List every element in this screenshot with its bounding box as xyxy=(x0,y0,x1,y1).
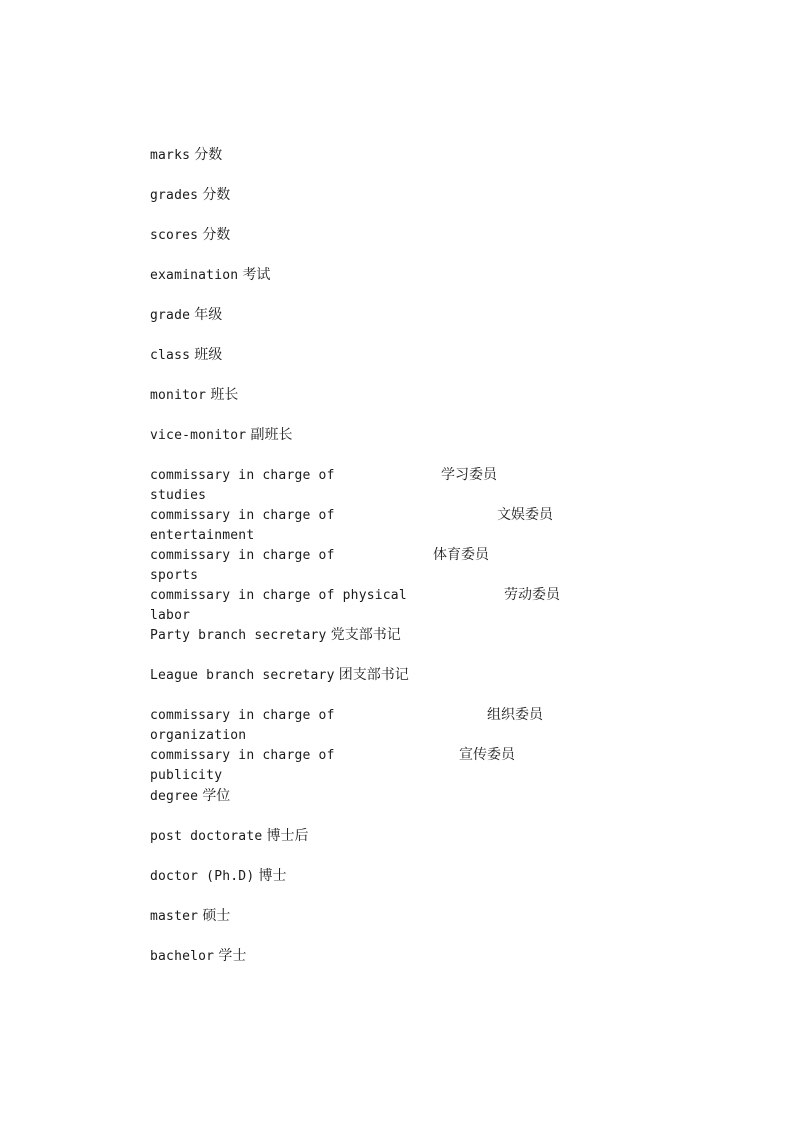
entry-post-doctorate xyxy=(150,826,309,847)
term-zh: 博士 xyxy=(258,868,287,884)
term-zh: 学习委员 xyxy=(441,467,497,483)
term-en: marks xyxy=(150,148,191,163)
term-en-line2: studies xyxy=(150,488,207,503)
term-en: master xyxy=(150,909,199,924)
term-en: examination xyxy=(150,268,239,283)
term-en: doctor (Ph.D) xyxy=(150,869,255,884)
term-en: degree xyxy=(150,789,199,804)
term-zh: 宣传委员 xyxy=(459,747,515,763)
term-en-line1: commissary in charge of xyxy=(150,468,335,483)
term-en: League branch secretary xyxy=(150,668,335,683)
entry-degree xyxy=(150,786,230,807)
term-en-line2: publicity xyxy=(150,768,223,783)
entry-master xyxy=(150,906,230,927)
entry-grade xyxy=(150,305,222,326)
term-en: grade xyxy=(150,308,191,323)
term-en-line1: commissary in charge of xyxy=(150,748,335,763)
term-en: monitor xyxy=(150,388,207,403)
term-zh: 分数 xyxy=(194,147,223,163)
entry-party-secretary xyxy=(150,625,401,646)
term-en: class xyxy=(150,348,191,363)
term-en: scores xyxy=(150,228,199,243)
term-zh: 硕士 xyxy=(202,908,231,924)
entry-doctor xyxy=(150,866,287,887)
term-zh: 团支部书记 xyxy=(338,667,409,683)
term-zh: 组织委员 xyxy=(487,707,543,723)
term-en-line1: commissary in charge of xyxy=(150,708,335,723)
term-zh: 学士 xyxy=(218,948,247,964)
term-zh: 体育委员 xyxy=(433,547,489,563)
term-zh: 班长 xyxy=(210,387,239,403)
term-zh: 考试 xyxy=(242,267,271,283)
term-en-line2: sports xyxy=(150,568,199,583)
term-en-line2: organization xyxy=(150,728,247,743)
entry-league-secretary xyxy=(150,665,409,686)
term-zh: 博士后 xyxy=(266,828,309,844)
term-zh: 班级 xyxy=(194,347,223,363)
term-zh: 分数 xyxy=(202,187,231,203)
entry-examination xyxy=(150,265,270,286)
term-en-line1: commissary in charge of physical xyxy=(150,588,407,603)
term-en: bachelor xyxy=(150,949,215,964)
term-zh: 劳动委员 xyxy=(504,587,560,603)
entry-class xyxy=(150,345,222,366)
term-zh: 党支部书记 xyxy=(330,627,401,643)
term-en: post doctorate xyxy=(150,829,263,844)
term-zh: 副班长 xyxy=(250,427,293,443)
term-en-line2: entertainment xyxy=(150,528,255,543)
term-en-line1: commissary in charge of xyxy=(150,548,335,563)
entry-vice-monitor xyxy=(150,425,292,446)
entry-marks xyxy=(150,145,222,166)
term-en-line1: commissary in charge of xyxy=(150,508,335,523)
term-zh: 分数 xyxy=(202,227,231,243)
term-en: Party branch secretary xyxy=(150,628,327,643)
term-en-line2: labor xyxy=(150,608,191,623)
entry-scores xyxy=(150,225,230,246)
term-zh: 文娱委员 xyxy=(497,507,553,523)
term-zh: 学位 xyxy=(202,788,231,804)
entry-bachelor xyxy=(150,946,246,967)
term-en: grades xyxy=(150,188,199,203)
term-en: vice-monitor xyxy=(150,428,247,443)
entry-monitor xyxy=(150,385,238,406)
entry-grades xyxy=(150,185,230,206)
term-zh: 年级 xyxy=(194,307,223,323)
